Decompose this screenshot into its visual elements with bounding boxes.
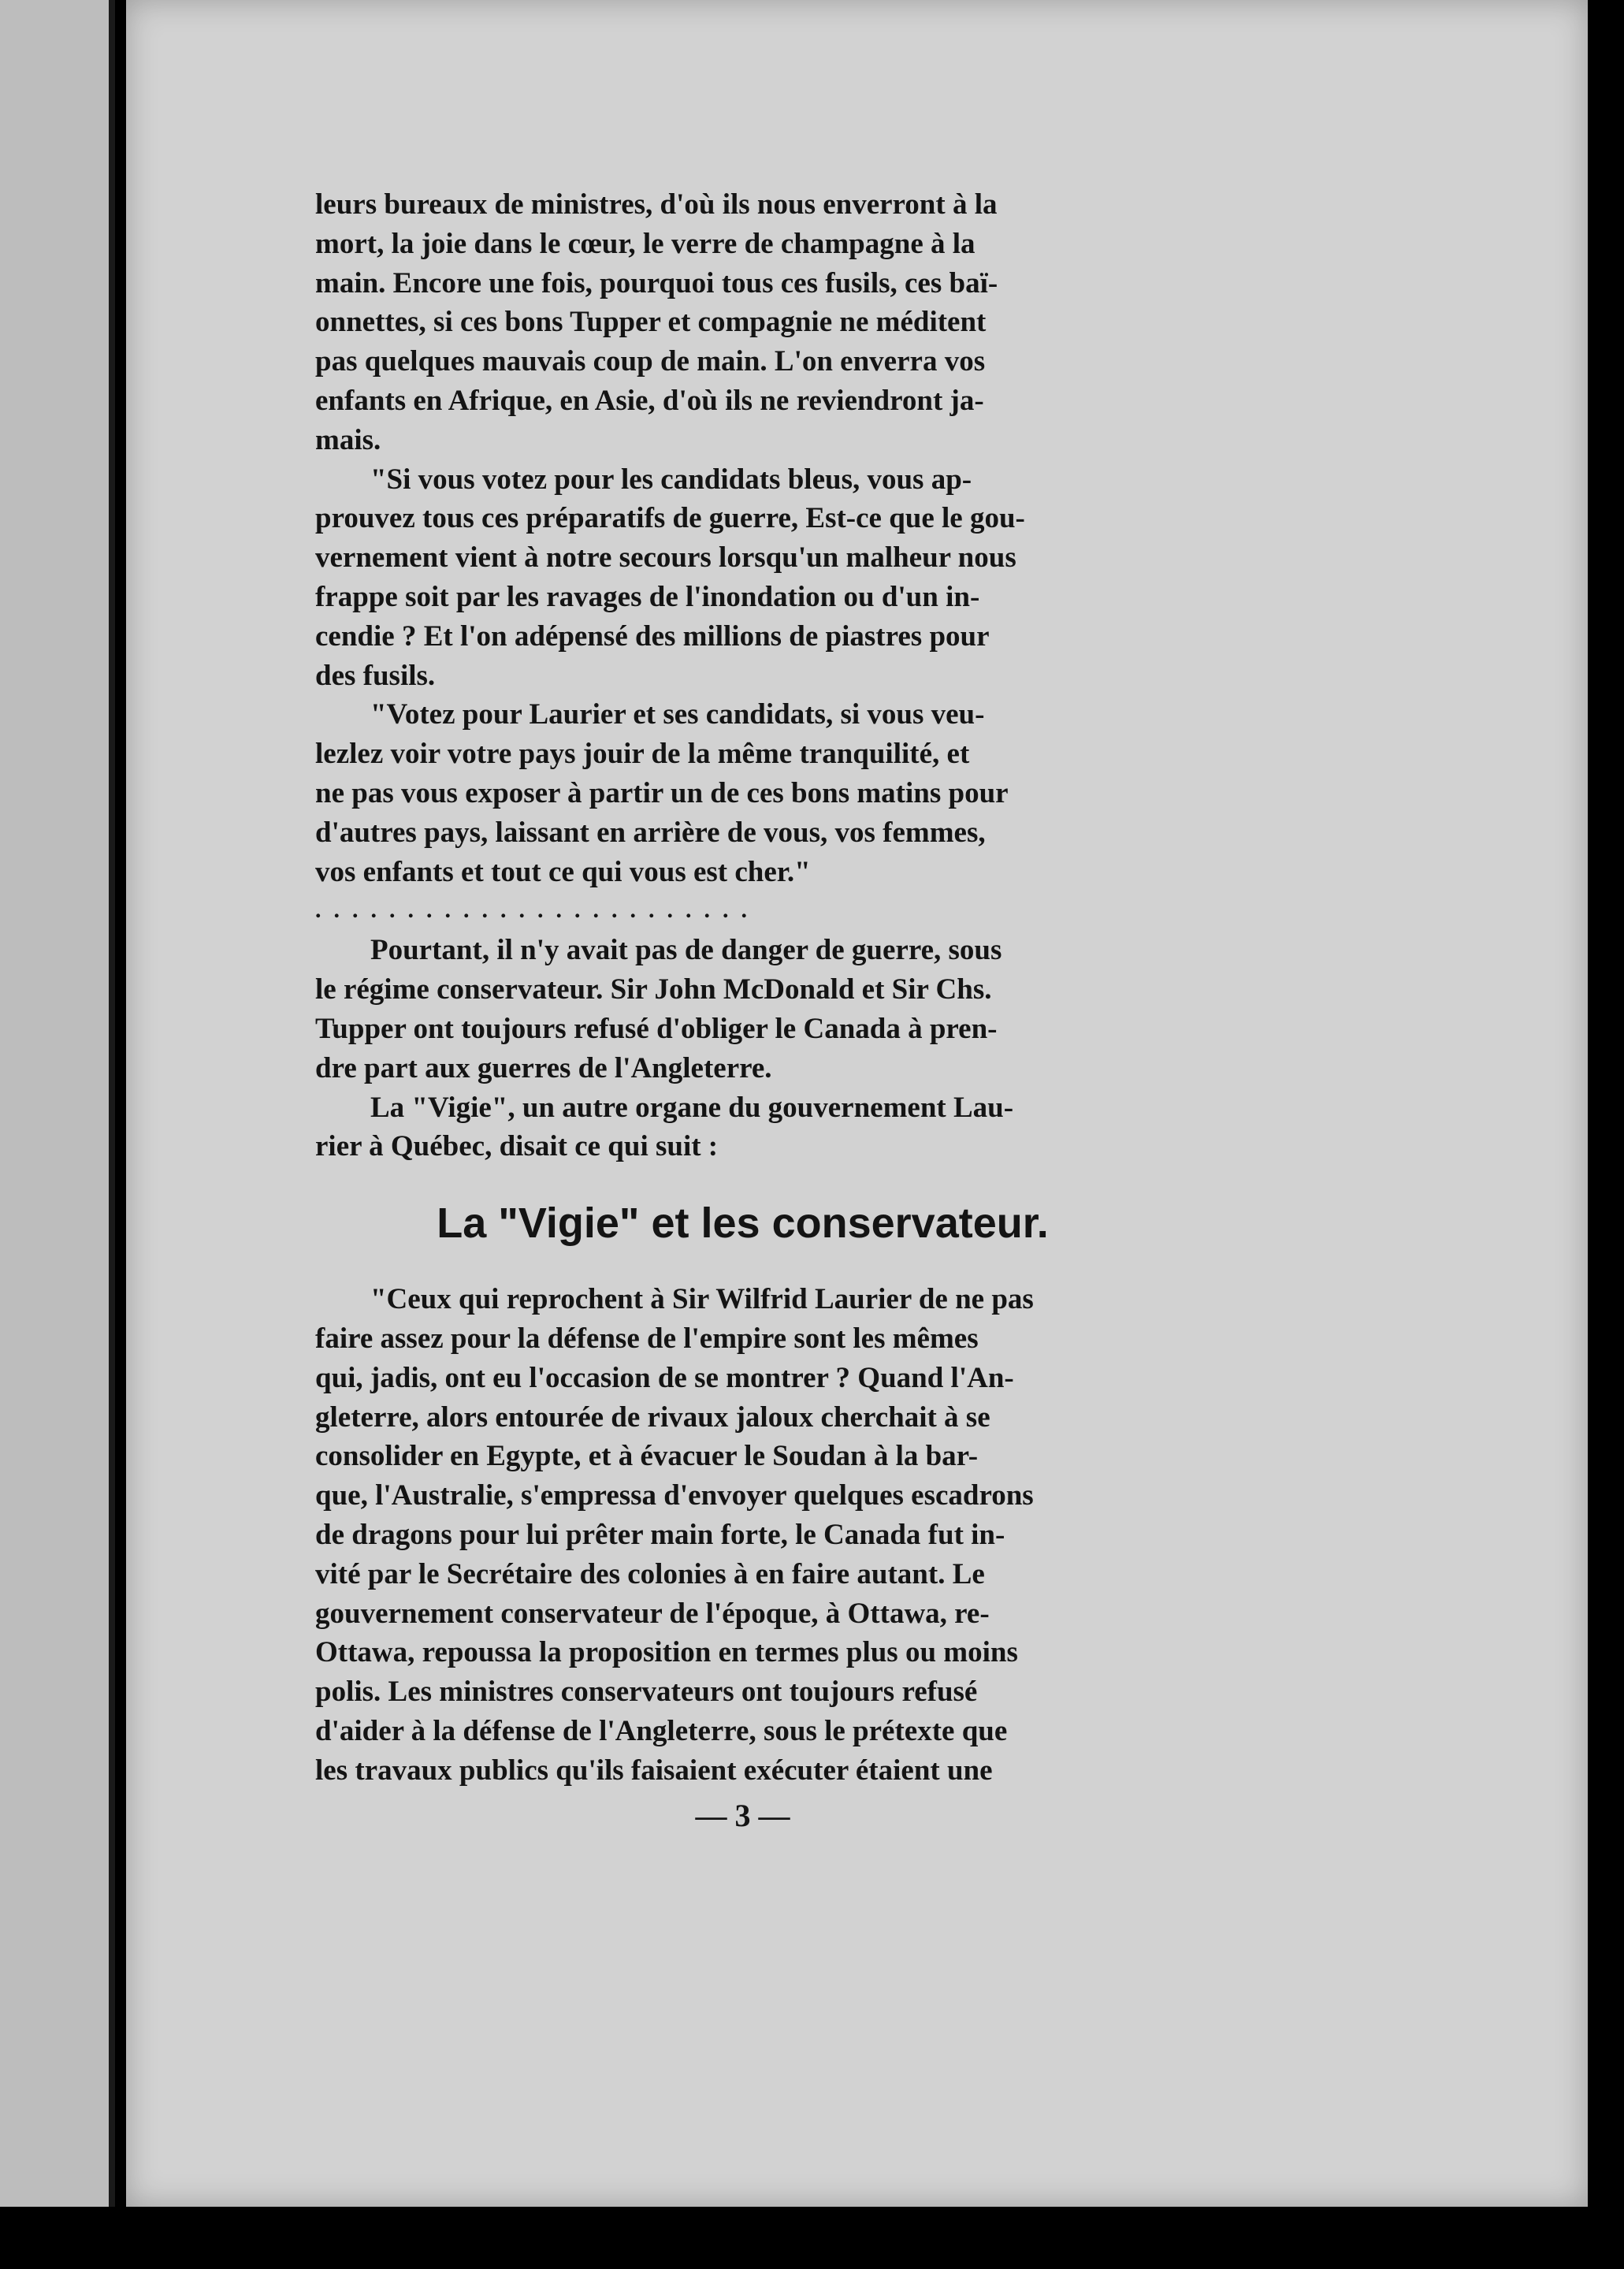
scan-border-bottom [0,2207,1624,2269]
page-body [315,185,1170,1790]
text-line: vernement vient à notre secours lorsqu'un malheur nous [315,541,1016,575]
text-line: enfants en Afrique, en Asie, d'où ils ne reviendront ja- [315,384,984,417]
text-line: prouvez tous ces préparatifs de guerre, Est-ce que le gou- [315,502,1025,535]
section-heading: La "Vigie" et les conservateur. [437,1200,1049,1248]
text-line: gouvernement conservateur de l'époque, à Ottawa, re- [315,1597,990,1630]
text-line: La "Vigie", un autre organe du gouvernement Lau- [370,1091,1014,1124]
text-line: de dragons pour lui prêter main forte, le Canada fut in- [315,1518,1005,1551]
ellipsis-separator: ........................ [315,897,760,924]
page-number: — 3 — [695,1798,790,1833]
text-line: faire assez pour la défense de l'empire sont les mêmes [315,1322,979,1355]
text-line: "Si vous votez pour les candidats bleus, vous ap- [370,463,972,496]
text-line: d'autres pays, laissant en arrière de vous, vos femmes, [315,816,986,849]
text-line: consolider en Egypte, et à évacuer le Soudan à la bar- [315,1440,979,1473]
text-line: mort, la joie dans le cœur, le verre de champagne à la [315,227,976,260]
paragraph-5 [315,1088,1170,1167]
paragraph-2 [315,460,1170,696]
binding-edge [109,0,115,2269]
text-line: dre part aux guerres de l'Angleterre. [315,1051,772,1084]
scan-gutter [0,0,110,2269]
text-line: lezlez voir votre pays jouir de la même tranquilité, et [315,738,970,771]
paragraph-3 [315,695,1170,891]
text-line: polis. Les ministres conservateurs ont toujours refusé [315,1676,978,1709]
text-line: d'aider à la défense de l'Angleterre, sous le prétexte que [315,1714,1008,1747]
text-line: main. Encore une fois, pourquoi tous ces fusils, ces baï- [315,266,998,299]
text-line: les travaux publics qu'ils faisaient exécuter étaient une [315,1754,993,1787]
text-line: ne pas vous exposer à partir un de ces bons matins pour [315,776,1009,809]
text-line: Ottawa, repoussa la proposition en termes plus ou moins [315,1636,1018,1669]
text-line: "Votez pour Laurier et ses candidats, si vous veu- [370,698,985,731]
text-line: que, l'Australie, s'empressa d'envoyer quelques escadrons [315,1479,1034,1512]
text-line: le régime conservateur. Sir John McDonald et Sir Chs. [315,973,992,1006]
text-line: Pourtant, il n'y avait pas de danger de guerre, sous [370,934,1002,967]
text-line: pas quelques mauvais coup de main. L'on enverra vos [315,345,986,378]
text-line: "Ceux qui reprochent à Sir Wilfrid Laurier de ne pas [370,1283,1034,1316]
text-line: frappe soit par les ravages de l'inondation ou d'un in- [315,580,980,613]
text-line: Tupper ont toujours refusé d'obliger le Canada à pren- [315,1012,998,1045]
text-line: gleterre, alors entourée de rivaux jaloux cherchait à se [315,1400,990,1434]
text-line: rier à Québec, disait ce qui suit : [315,1130,719,1163]
text-line: leurs bureaux de ministres, d'où ils nous enverront à la [315,188,998,221]
text-line: vos enfants et tout ce qui vous est cher." [315,855,811,888]
text-line: onnettes, si ces bons Tupper et compagnie ne méditent [315,306,987,339]
text-line: vité par le Secrétaire des colonies à en faire autant. Le [315,1557,985,1590]
text-line: cendie ? Et l'on adépensé des millions de piastres pour [315,619,990,653]
scan-border-right [1588,0,1624,2269]
paragraph-6 [315,1280,1170,1790]
text-line: mais. [315,423,381,456]
paragraph-4 [315,931,1170,1088]
paragraph-1 [315,185,1170,460]
text-line: qui, jadis, ont eu l'occasion de se montrer ? Quand l'An- [315,1361,1014,1394]
text-line: des fusils. [315,659,436,692]
